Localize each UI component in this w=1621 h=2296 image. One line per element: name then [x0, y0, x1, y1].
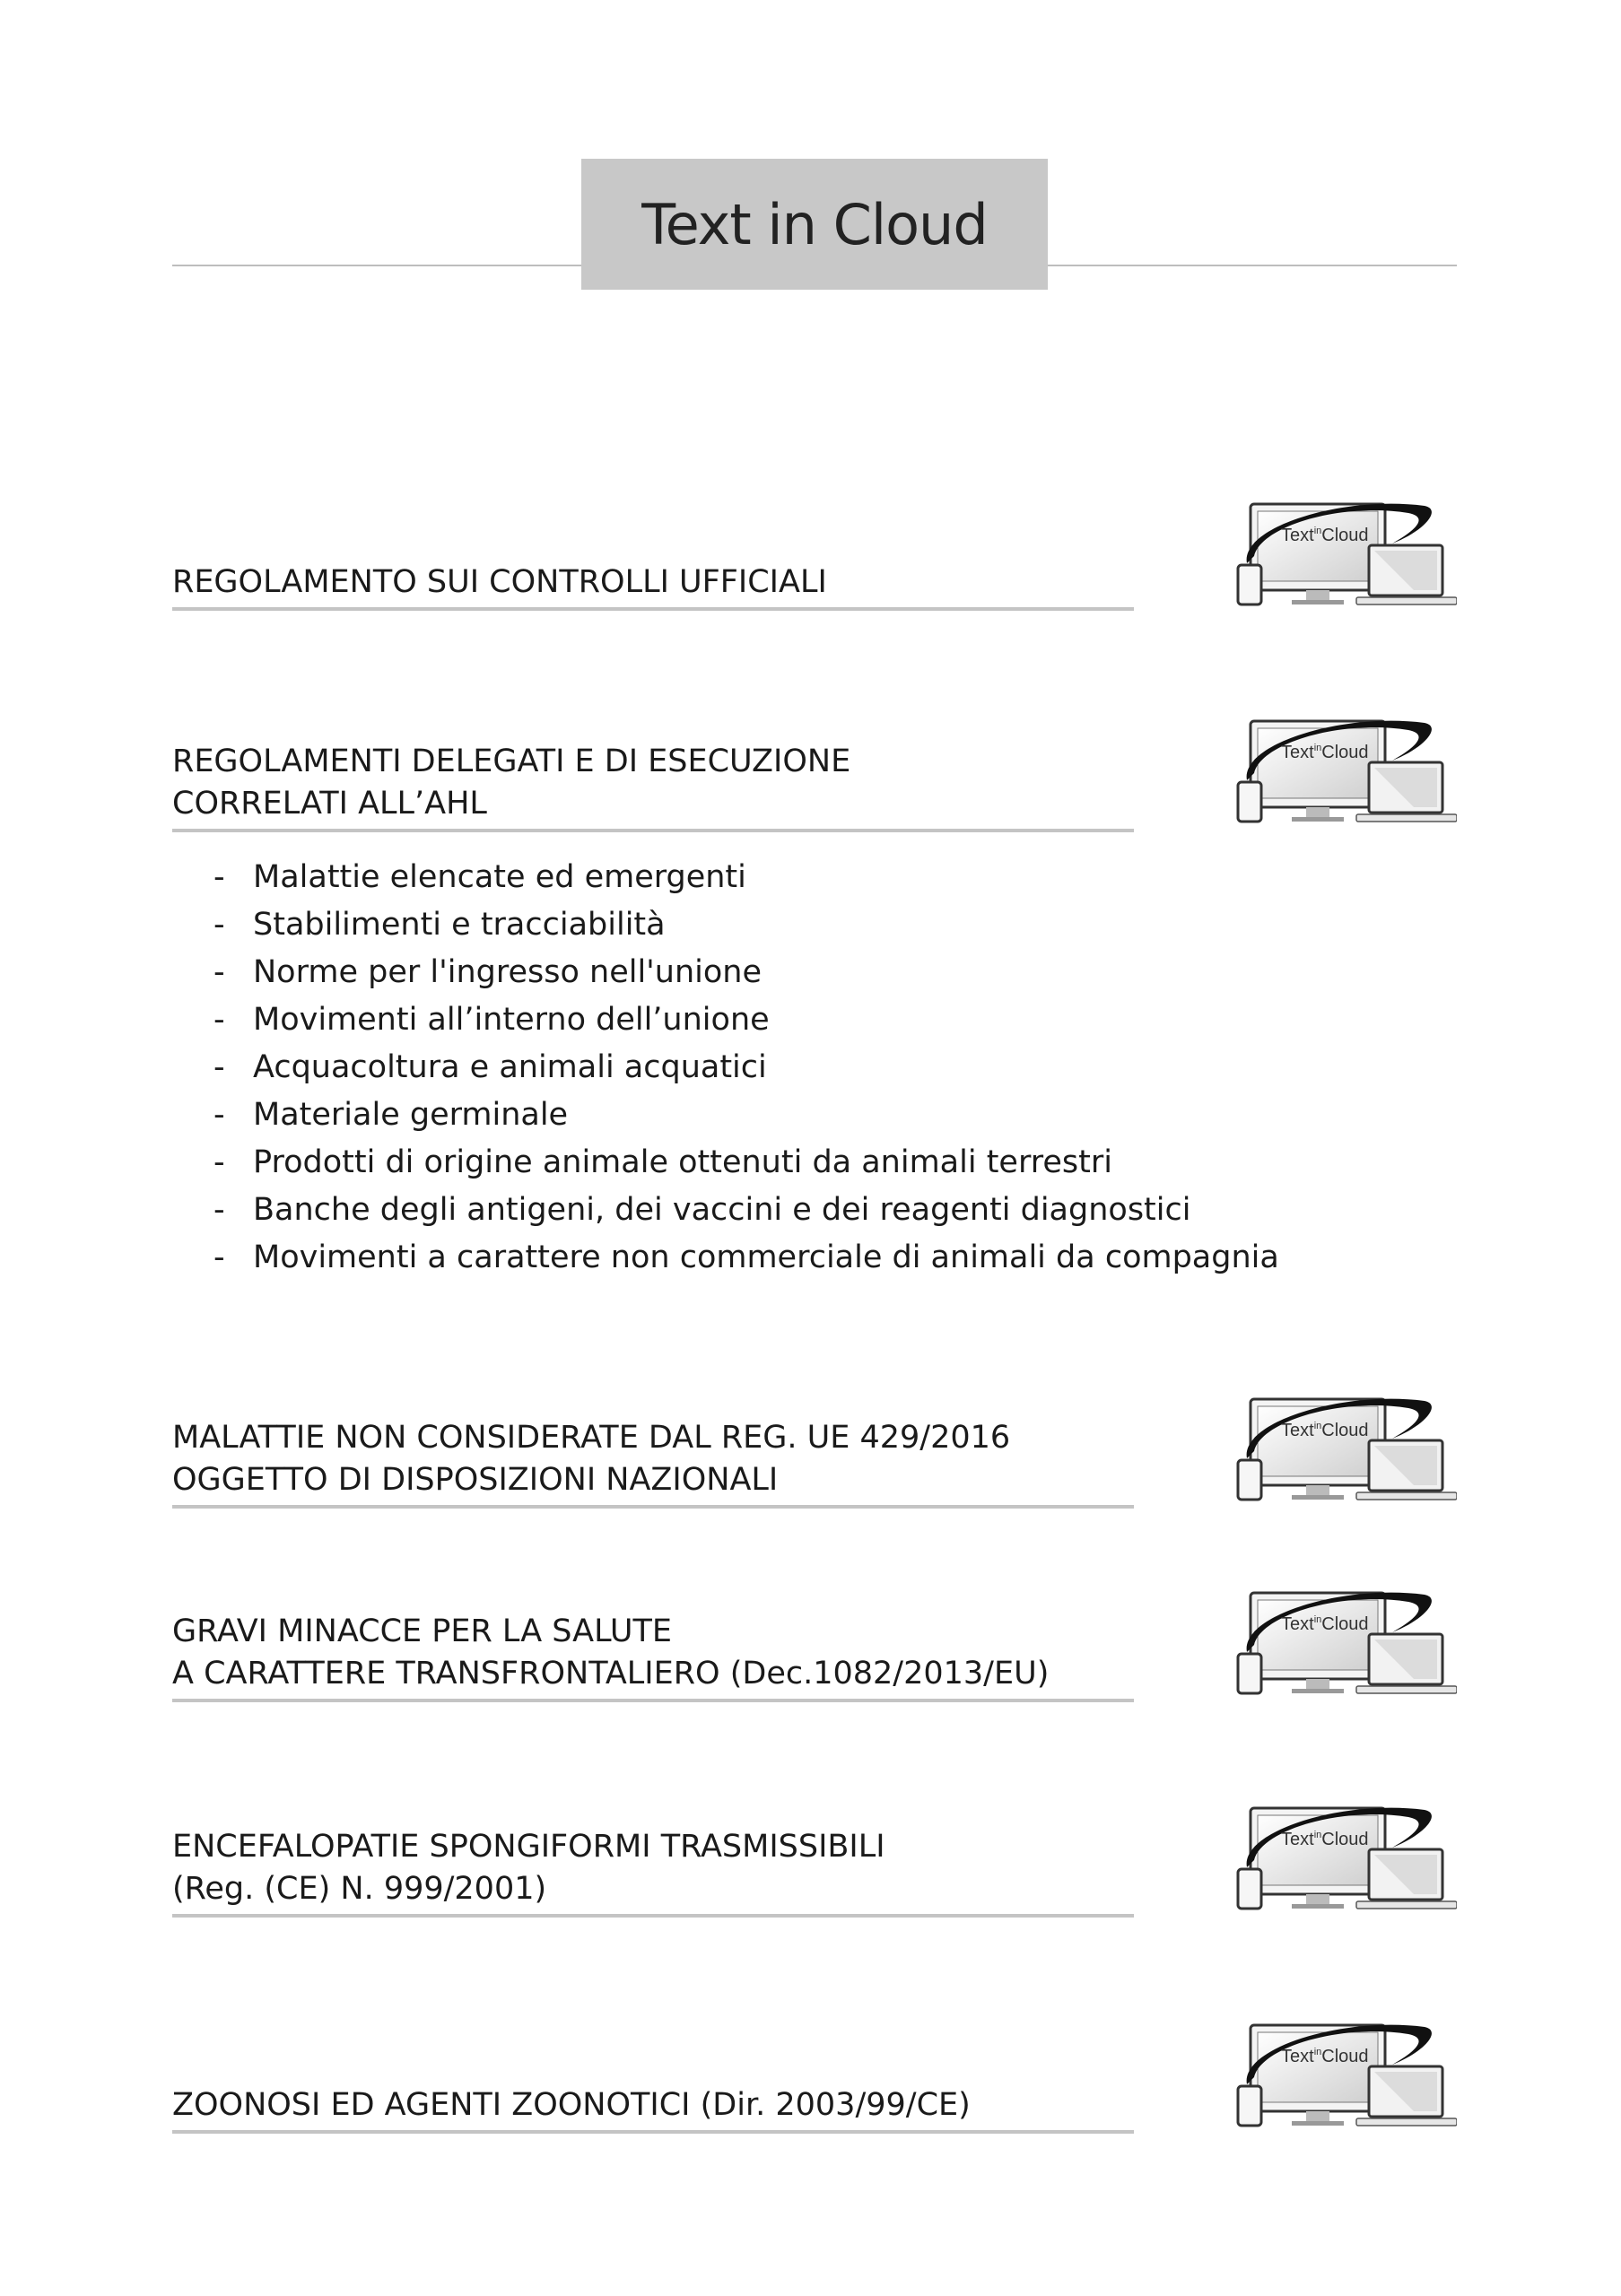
logo-text-end: Cloud — [1321, 1830, 1369, 1849]
monitor-stand — [1306, 1485, 1329, 1496]
logo-text — [1281, 1830, 1369, 1849]
monitor-screen — [1258, 1600, 1378, 1670]
list-item-text: Stabilimenti e tracciabilità — [253, 907, 666, 943]
logo-text — [1281, 2047, 1369, 2066]
list-item — [214, 1187, 1469, 1234]
bullet-dash: - — [214, 1239, 225, 1275]
logo-text-sup: in — [1313, 743, 1322, 753]
list-item — [214, 901, 1469, 949]
monitor-base — [1292, 1689, 1344, 1693]
section-heading-line: GRAVI MINACCE PER LA SALUTE — [172, 1613, 672, 1649]
phone — [1238, 1460, 1261, 1500]
text-in-cloud-logo-icon[interactable] — [1234, 1805, 1457, 1918]
section-heading-zoonosi — [172, 2084, 1134, 2134]
list-item-text: Movimenti all’interno dell’unione — [253, 1002, 770, 1038]
logo-text — [1281, 526, 1369, 545]
section-heading-malattie-non-considerate — [172, 1417, 1134, 1509]
text-in-cloud-logo-icon[interactable] — [1234, 500, 1457, 613]
section-heading-gravi-minacce — [172, 1611, 1134, 1702]
logo-text-sup: in — [1313, 1614, 1322, 1625]
laptop-base — [1356, 814, 1457, 822]
bullet-dash: - — [214, 1002, 225, 1038]
list-item — [214, 996, 1469, 1044]
bullet-dash: - — [214, 954, 225, 990]
monitor-base — [1292, 600, 1344, 604]
logo-text — [1281, 743, 1369, 762]
logo-text-end: Cloud — [1321, 743, 1369, 762]
logo-text-sup: in — [1313, 2047, 1322, 2057]
list-item-text: Malattie elencate ed emergenti — [253, 859, 746, 895]
section-heading-encefalopatie — [172, 1826, 1134, 1918]
monitor-screen — [1258, 728, 1378, 798]
section-heading-line: CORRELATI ALL’AHL — [172, 786, 487, 822]
monitor-base — [1292, 817, 1344, 822]
monitor-base — [1292, 1904, 1344, 1909]
logo-text-sup: in — [1313, 1421, 1322, 1431]
monitor-screen — [1258, 2032, 1378, 2102]
logo-text-sup: in — [1313, 526, 1322, 536]
laptop-base — [1356, 1901, 1457, 1909]
list-item — [214, 949, 1469, 996]
phone — [1238, 1869, 1261, 1909]
bullet-dash: - — [214, 1144, 225, 1180]
monitor-base — [1292, 2121, 1344, 2126]
section-heading-line: REGOLAMENTO SUI CONTROLLI UFFICIALI — [172, 564, 827, 600]
page-title-box — [581, 159, 1048, 290]
list-item — [214, 1234, 1469, 1282]
monitor-stand — [1306, 2111, 1329, 2122]
logo-text-main: Text — [1281, 1830, 1314, 1849]
page-title: Text in Cloud — [641, 191, 988, 257]
bullet-dash: - — [214, 907, 225, 943]
monitor-screen — [1258, 1815, 1378, 1885]
bullet-dash: - — [214, 1097, 225, 1133]
bullet-dash: - — [214, 859, 225, 895]
text-in-cloud-logo-icon[interactable] — [1234, 718, 1457, 831]
logo-text-sup: in — [1313, 1830, 1322, 1840]
section-heading-line: (Reg. (CE) N. 999/2001) — [172, 1871, 547, 1907]
section-heading-line: ENCEFALOPATIE SPONGIFORMI TRASMISSIBILI — [172, 1829, 885, 1865]
list-item-text: Movimenti a carattere non commerciale di animali da compagnia — [253, 1239, 1279, 1275]
section-heading-line: A CARATTERE TRANSFRONTALIERO (Dec.1082/2013/EU) — [172, 1656, 1050, 1692]
section-heading-line: OGGETTO DI DISPOSIZIONI NAZIONALI — [172, 1462, 779, 1498]
monitor-stand — [1306, 1894, 1329, 1905]
monitor-screen — [1258, 1406, 1378, 1476]
list-item-text: Norme per l'ingresso nell'unione — [253, 954, 763, 990]
bullet-dash: - — [214, 1192, 225, 1228]
text-in-cloud-logo-icon[interactable] — [1234, 1589, 1457, 1702]
logo-text — [1281, 1614, 1369, 1634]
list-item-text: Materiale germinale — [253, 1097, 569, 1133]
logo-text-main: Text — [1281, 526, 1314, 545]
logo-text-end: Cloud — [1321, 526, 1369, 545]
logo-text-main: Text — [1281, 1614, 1314, 1634]
list-item — [214, 1139, 1469, 1187]
logo-text-main: Text — [1281, 1421, 1314, 1440]
monitor-base — [1292, 1495, 1344, 1500]
phone — [1238, 782, 1261, 822]
logo-text-end: Cloud — [1321, 1614, 1369, 1634]
list-item — [214, 854, 1469, 901]
list-item-text: Prodotti di origine animale ottenuti da animali terrestri — [253, 1144, 1112, 1180]
list-item — [214, 1044, 1469, 1091]
logo-text-end: Cloud — [1321, 2047, 1369, 2066]
section-heading-regolamenti-delegati — [172, 741, 1134, 832]
phone — [1238, 565, 1261, 604]
laptop-base — [1356, 1686, 1457, 1693]
list-item — [214, 1091, 1469, 1139]
logo-text-main: Text — [1281, 2047, 1314, 2066]
logo-text-end: Cloud — [1321, 1421, 1369, 1440]
list-item-text: Banche degli antigeni, dei vaccini e dei reagenti diagnostici — [253, 1192, 1191, 1228]
monitor-stand — [1306, 590, 1329, 601]
laptop-base — [1356, 597, 1457, 604]
topic-list — [214, 854, 1469, 1282]
laptop-base — [1356, 1492, 1457, 1500]
monitor-screen — [1258, 511, 1378, 581]
section-heading-line: ZOONOSI ED AGENTI ZOONOTICI (Dir. 2003/99/CE) — [172, 2087, 971, 2123]
section-heading-line: REGOLAMENTI DELEGATI E DI ESECUZIONE — [172, 744, 851, 779]
logo-text-main: Text — [1281, 743, 1314, 762]
bullet-dash: - — [214, 1049, 225, 1085]
list-item-text: Acquacoltura e animali acquatici — [253, 1049, 767, 1085]
section-heading-controlli-ufficiali — [172, 561, 1134, 611]
text-in-cloud-logo-icon[interactable] — [1234, 1396, 1457, 1509]
laptop-base — [1356, 2118, 1457, 2126]
monitor-stand — [1306, 807, 1329, 818]
monitor-stand — [1306, 1679, 1329, 1690]
phone — [1238, 1654, 1261, 1693]
section-heading-line: MALATTIE NON CONSIDERATE DAL REG. UE 429/2016 — [172, 1420, 1011, 1456]
logo-text — [1281, 1421, 1369, 1440]
phone — [1238, 2086, 1261, 2126]
text-in-cloud-logo-icon[interactable] — [1234, 2022, 1457, 2135]
